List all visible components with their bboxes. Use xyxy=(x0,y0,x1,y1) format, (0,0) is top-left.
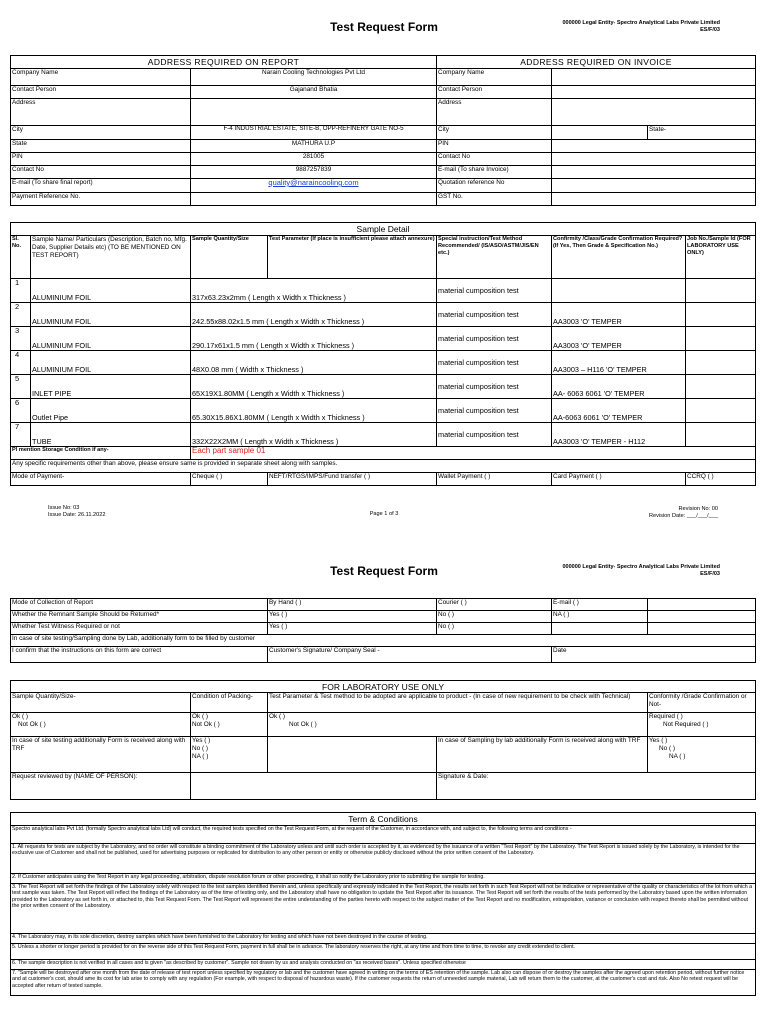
inv-quotation-label: Quotation reference No xyxy=(437,179,552,193)
page-2 xyxy=(0,540,768,1024)
site-testing-note: In case of site testing/Sampling done by Lab, additionally form to be filled by customer xyxy=(11,635,756,647)
term-3: 3. The Test Report will set forth the findings of the Laboratory solely with respect to the test samples identified therein and, unless specifically and expressly indicated in the Test Report, the results set forth in such Test Report will not be indicative or representative of the quality or characteristics of the lot from which a test sample was taken. The Test Report will reflect the findings of the Laboratory as of the time of testing only, and the Laboratory shall have no obligation to update the Test Report after its issuance. The Test Report will set forth the results of the tests performed by the Laboratory based upon the written information provided to the Laboratory as set forth in, or attached to, this Test Request Form. The Test Report will represent the entire understanding of the parties hereto with respect to the subject matter of the Test Report and no modification, extrapolation, variance or conclusion with respect thereto shall be permitted without the prior written consent of the Laboratory. xyxy=(11,884,756,934)
sample-method-field[interactable]: material cumposition test xyxy=(437,399,552,423)
form-code-2: ES/F/03 xyxy=(700,571,720,577)
site-trf-options xyxy=(191,737,268,773)
sample-row xyxy=(11,423,756,447)
pin-field[interactable]: 281005 xyxy=(191,153,437,166)
witness-yes[interactable]: Yes ( ) xyxy=(268,623,437,635)
state-field[interactable]: MATHURA U.P xyxy=(191,140,437,153)
sample-method-field[interactable]: material cumposition test xyxy=(437,375,552,399)
sample-conformity-field[interactable]: AA-6063 6061 'O' TEMPER xyxy=(552,399,686,423)
specific-requirements: Any specific requirements other than above, please ensure same is provided in separate sheet along with samples. xyxy=(11,460,756,473)
lab-param-label: Test Parameter & Test method to be adopted are applicable to product - (In case of new requirement to be check with Technical) xyxy=(268,693,648,713)
sample-name-field[interactable]: INLET PIPE xyxy=(31,375,191,399)
remnant-na[interactable]: NA ( ) xyxy=(552,611,648,623)
sample-row xyxy=(11,327,756,351)
inv-address-field[interactable] xyxy=(552,99,756,126)
col-test-param: Test Parameter (If place is insufficient please attach annexure) xyxy=(268,236,437,279)
term-1: 1. All requests for tests are subject by the Laboratory, and no order will constitute a binding commitment of the Laboratory unless and until such order is accepted by it, as evidenced by the issuance of a written "Test Report" by the Laboratory. The Test Report is issued solely by the Laboratory, is intended for the exclusive use of Customer and shall not be published, used for advertising purposes or replicated for distribution to any other person or entity or otherwise publicly disclosed without the prior written consent of the Laboratory. xyxy=(11,844,756,874)
sample-conformity-field[interactable]: AA3003 'O' TEMPER - H112 xyxy=(552,423,686,447)
invoice-address-heading: ADDRESS REQUIRED ON INVOICE xyxy=(437,56,756,69)
lab-conformity-label: Conformity /Grade Confirmation or Not- xyxy=(648,693,756,713)
payment-ref-label: Payment Reference No. xyxy=(11,193,191,206)
inv-city-label: City xyxy=(437,126,552,140)
inv-quotation-field[interactable] xyxy=(552,179,756,193)
sample-name-field[interactable]: ALUMINIUM FOIL xyxy=(31,279,191,303)
conformity-group xyxy=(648,713,756,737)
inv-pin-field[interactable] xyxy=(552,140,756,153)
qty-not-ok[interactable]: Not Ok ( ) xyxy=(18,721,46,728)
storage-field[interactable]: Each part sample 01 xyxy=(191,447,756,460)
sample-name-field[interactable]: ALUMINIUM FOIL xyxy=(31,303,191,327)
sample-job-field[interactable] xyxy=(686,351,756,375)
remnant-label: Whether the Remnant Sample Should be Returned* xyxy=(11,611,268,623)
qty-ok[interactable]: Ok ( ) xyxy=(12,713,28,720)
sample-row-number: 1 xyxy=(11,279,31,303)
inv-contact-no-field[interactable] xyxy=(552,153,756,166)
terms-table xyxy=(10,812,756,996)
terms-intro: Spectro analytical labs Pvt Ltd. (formally Spectro analytical labs Ltd) will conduct, the required tests specified on the Test Request Form, at the request of the Customer, in accordance with, and subject to, the following terms and conditions - xyxy=(11,826,756,844)
sampling-trf-label: In case of Sampling by lab additionally Form is received along with TRF xyxy=(437,737,648,773)
report-address-heading: ADDRESS REQUIRED ON REPORT xyxy=(11,56,437,69)
page-number: Page 1 of 3 xyxy=(369,511,399,517)
city-field[interactable]: F-4 INDUSTRIAL ESTATE, SITE-B, OPP-REFINERY GATE NO-5 xyxy=(191,126,437,140)
sample-row-number: 7 xyxy=(11,423,31,447)
sample-quantity-field[interactable]: 332X22X2MM ( Length x Width x Thickness ) xyxy=(191,423,437,447)
conformity-required[interactable]: Required ( ) xyxy=(649,713,683,720)
sample-quantity-field[interactable]: 65X19X1.80MM ( Length x Width x Thickness ) xyxy=(191,375,437,399)
payment-label: Mode of Payment- xyxy=(11,473,191,486)
collection-table xyxy=(10,598,756,663)
remnant-yes[interactable]: Yes ( ) xyxy=(268,611,437,623)
terms-heading: Term & Conditions xyxy=(11,813,756,826)
payment-ref-field[interactable] xyxy=(191,193,437,206)
sample-quantity-field[interactable]: 48X0.08 mm ( Width x Thickness ) xyxy=(191,351,437,375)
sampling-trf-na[interactable]: NA ( ) xyxy=(669,753,686,760)
sample-row-number: 5 xyxy=(11,375,31,399)
inv-email-label: E-mail (To share Invoice) xyxy=(437,166,552,179)
contact-no-field[interactable]: 9887257839 xyxy=(191,166,437,179)
confirm-statement: I confirm that the instructions on this form are correct xyxy=(11,647,268,663)
site-trf-yes[interactable]: Yes ( ) xyxy=(192,737,211,744)
form-title-2: Test Request Form xyxy=(330,564,438,578)
param-ok-group xyxy=(268,713,648,737)
sample-method-field[interactable]: material cumposition test xyxy=(437,423,552,447)
sample-quantity-field[interactable]: 290.17x61x1.5 mm ( Length x Width x Thickness ) xyxy=(191,327,437,351)
term-6: 6. The sample description is not verified in all cases and is given "as described by customer". Sample not drawn by us and analysis conducted on "as received bases". Unless specified otherwise xyxy=(11,960,756,970)
contact-field[interactable]: Gajanand Bhatia xyxy=(191,86,437,99)
sample-quantity-field[interactable]: 242.55x88.02x1.5 mm ( Length x Width x Thickness ) xyxy=(191,303,437,327)
inv-company-field[interactable] xyxy=(552,69,756,86)
term-4: 4. The Laboratory may, in its sole discretion, destroy samples which have been furnished to the Laboratory for testing and which have not been destroyed in the course of testing. xyxy=(11,934,756,944)
courier-option[interactable]: Courier ( ) xyxy=(437,599,552,611)
entity-name-2: 000000 Legal Entity- Spectro Analytical Labs Private Limited xyxy=(562,564,720,570)
col-sl: Sl. No. xyxy=(11,236,31,279)
sample-conformity-field[interactable]: AA3003 'O' TEMPER xyxy=(552,327,686,351)
inv-address-label: Address xyxy=(437,99,552,126)
packing-ok-group xyxy=(191,713,268,737)
inv-city-field[interactable] xyxy=(552,126,648,140)
payment-neft[interactable]: NEFT/RTGS/IMPS/Fund transfer ( ) xyxy=(268,473,437,486)
lab-use-table xyxy=(10,680,756,800)
sample-method-field[interactable]: material cumposition test xyxy=(437,303,552,327)
sample-row xyxy=(11,351,756,375)
term-5: 5. Unless a shorter or longer period is provided for on the reverse side of this Test Request Form, payment in full shall be in advance. The laboratory reserves the right, at any time and from time to time, to revoke any credit extended to client. xyxy=(11,944,756,960)
lab-qty-label: Sample Quantity/Size- xyxy=(11,693,191,713)
sample-job-field[interactable] xyxy=(686,399,756,423)
sample-job-field[interactable] xyxy=(686,279,756,303)
param-not-ok[interactable]: Not Ok ( ) xyxy=(289,721,317,728)
storage-label: Pl mention Storage Condition if any- xyxy=(11,447,191,460)
address-field[interactable] xyxy=(191,99,437,126)
sampling-trf-options xyxy=(648,737,756,773)
form-title: Test Request Form xyxy=(330,20,438,34)
col-sample-name: Sample Name/ Particulars (Description, Batch no, Mfg. Date, Supplier Details etc) (TO BE MENTIONED ON TEST REPORT) xyxy=(31,236,191,279)
col-quantity: Sample Quantity/Size xyxy=(191,236,268,279)
witness-label: Whether Test Witness Required or not xyxy=(11,623,268,635)
sample-name-field[interactable]: Outlet Pipe xyxy=(31,399,191,423)
reviewed-by-field[interactable] xyxy=(191,773,437,800)
packing-ok[interactable]: Ok ( ) xyxy=(192,713,208,720)
sample-row xyxy=(11,303,756,327)
sample-conformity-field[interactable]: AA3003 'O' TEMPER xyxy=(552,303,686,327)
sample-job-field[interactable] xyxy=(686,423,756,447)
inv-state-label: State- xyxy=(648,126,756,140)
witness-no[interactable]: No ( ) xyxy=(437,623,552,635)
issue-date: Issue Date: 26.11.2022 xyxy=(48,512,106,518)
sample-table xyxy=(10,222,756,486)
sample-name-field[interactable]: ALUMINIUM FOIL xyxy=(31,327,191,351)
company-label: Company Name xyxy=(11,69,191,86)
sample-row-number: 6 xyxy=(11,399,31,423)
email-label: E-mail (To share final report) xyxy=(11,179,191,193)
signature-date-field[interactable]: Signature & Date: xyxy=(437,773,756,800)
sample-job-field[interactable] xyxy=(686,303,756,327)
revision-no: Revision No: 00 xyxy=(678,506,718,512)
sample-job-field[interactable] xyxy=(686,327,756,351)
sampling-trf-no[interactable]: No ( ) xyxy=(659,745,675,752)
sample-name-field[interactable]: TUBE xyxy=(31,423,191,447)
sample-method-field[interactable]: material cumposition test xyxy=(437,279,552,303)
inv-contact-no-label: Contact No xyxy=(437,153,552,166)
address-label: Address xyxy=(11,99,191,126)
col-method: Special instruction/Test Method Recommended/ (IS/ASO/ASTM/JIS/EN etc.) xyxy=(437,236,552,279)
lab-use-heading: FOR LABORATORY USE ONLY xyxy=(11,681,756,693)
sample-conformity-field[interactable]: AA3003 – H116 'O' TEMPER xyxy=(552,351,686,375)
payment-cheque[interactable]: Cheque ( ) xyxy=(191,473,268,486)
form-code: ES/F/03 xyxy=(700,27,720,33)
address-table xyxy=(10,55,756,206)
payment-ccrq[interactable]: CCRQ ( ) xyxy=(686,473,756,486)
lab-packing-label: Condition of Packing- xyxy=(191,693,268,713)
contact-label: Contact Person xyxy=(11,86,191,99)
sample-conformity-field[interactable]: AA- 6063 6061 'O' TEMPER xyxy=(552,375,686,399)
sample-job-field[interactable] xyxy=(686,375,756,399)
sample-quantity-field[interactable]: 65.30X15.86X1.80MM ( Length x Width x Thickness ) xyxy=(191,399,437,423)
revision-date: Revision Date: ___/___/___ xyxy=(648,513,718,519)
city-label: City xyxy=(11,126,191,140)
sample-method-field[interactable]: material cumposition test xyxy=(437,327,552,351)
email-link[interactable]: quality@naraincooling.com xyxy=(191,179,437,193)
email-option[interactable]: E-mail ( ) xyxy=(552,599,648,611)
reviewed-by-label: Request reviewed by (NAME OF PERSON): xyxy=(11,773,191,800)
site-trf-no[interactable]: No ( ) xyxy=(192,745,208,752)
col-job-no: Job No./Sample Id (FOR LABORATORY USE ONLY) xyxy=(686,236,756,279)
term-2: 2. If Customer anticipates using the Test Report in any legal proceeding, arbitration, dispute resolution forum or other proceeding, it shall so notify the Laboratory prior to submitting the sample for testing. xyxy=(11,874,756,884)
payment-card[interactable]: Card Payment ( ) xyxy=(552,473,686,486)
sample-row-number: 3 xyxy=(11,327,31,351)
inv-contact-label: Contact Person xyxy=(437,86,552,99)
sampling-trf-yes[interactable]: Yes ( ) xyxy=(649,737,668,744)
sample-name-field[interactable]: ALUMINIUM FOIL xyxy=(31,351,191,375)
revision-info xyxy=(649,506,718,520)
collection-label: Mode of Collection of Report xyxy=(11,599,268,611)
param-ok[interactable]: Ok ( ) xyxy=(269,713,285,720)
sample-row xyxy=(11,279,756,303)
company-field[interactable]: Narain Cooling Technologies Pvt Ltd xyxy=(191,69,437,86)
term-7: 7. "Sample will be destroyed after one month from the date of release of test report unless specified by regulatory or lab and the customer have agreed in writing on the terms of ES retention of the sample. Lab also can dispose of or destroy the samples after the agreed upon retention period, without further notice and at customer's cost, should ame its cost for lab arise to comply with any regulation (For example, with respect to disposal of hazardous waste). If the customer requests the return of unneeded sample material, Lab will return them to the customer, at the customer's cost and risk. Also No retest request will be accepted after return of tested sample. xyxy=(11,970,756,996)
date-field[interactable]: Date xyxy=(552,647,756,663)
entity-name: 000000 Legal Entity- Spectro Analytical Labs Private Limited xyxy=(562,20,720,26)
packing-not-ok[interactable]: Not Ok ( ) xyxy=(192,721,220,728)
pin-label: PIN xyxy=(11,153,191,166)
issue-no: Issue No: 03 xyxy=(48,505,80,511)
conformity-not-required[interactable]: Not Required ( ) xyxy=(663,721,709,728)
sample-row-number: 4 xyxy=(11,351,31,375)
sample-method-field[interactable]: material cumposition test xyxy=(437,351,552,375)
contact-no-label: Contact No xyxy=(11,166,191,179)
inv-contact-field[interactable] xyxy=(552,86,756,99)
inv-pin-label: PIN xyxy=(437,140,552,153)
site-trf-na[interactable]: NA ( ) xyxy=(192,753,209,760)
inv-company-label: Company Name xyxy=(437,69,552,86)
sample-row-number: 2 xyxy=(11,303,31,327)
sample-row xyxy=(11,399,756,423)
sample-row xyxy=(11,375,756,399)
inv-gst-field[interactable] xyxy=(552,193,756,206)
sample-detail-heading: Sample Detail xyxy=(11,223,756,236)
by-hand-option[interactable]: By Hand ( ) xyxy=(268,599,437,611)
payment-wallet[interactable]: Wallet Payment ( ) xyxy=(437,473,552,486)
sample-conformity-field[interactable] xyxy=(552,279,686,303)
site-trf-label: In case of site testing additionally Form is received along with TRF xyxy=(11,737,191,773)
col-conformity: Confirmity /Class/Grade Confirmation Required? (If Yes, Then Grade & Specification No.) xyxy=(552,236,686,279)
customer-signature[interactable]: Customer's Signature/ Company Seal - xyxy=(268,647,552,663)
qty-ok-group xyxy=(11,713,191,737)
state-label: State xyxy=(11,140,191,153)
sample-quantity-field[interactable]: 317x63.23x2mm ( Length x Width x Thickness ) xyxy=(191,279,437,303)
legal-entity-2 xyxy=(480,564,720,578)
inv-email-field[interactable] xyxy=(552,166,756,179)
inv-gst-label: GST No. xyxy=(437,193,552,206)
legal-entity xyxy=(480,20,720,34)
remnant-no[interactable]: No ( ) xyxy=(437,611,552,623)
